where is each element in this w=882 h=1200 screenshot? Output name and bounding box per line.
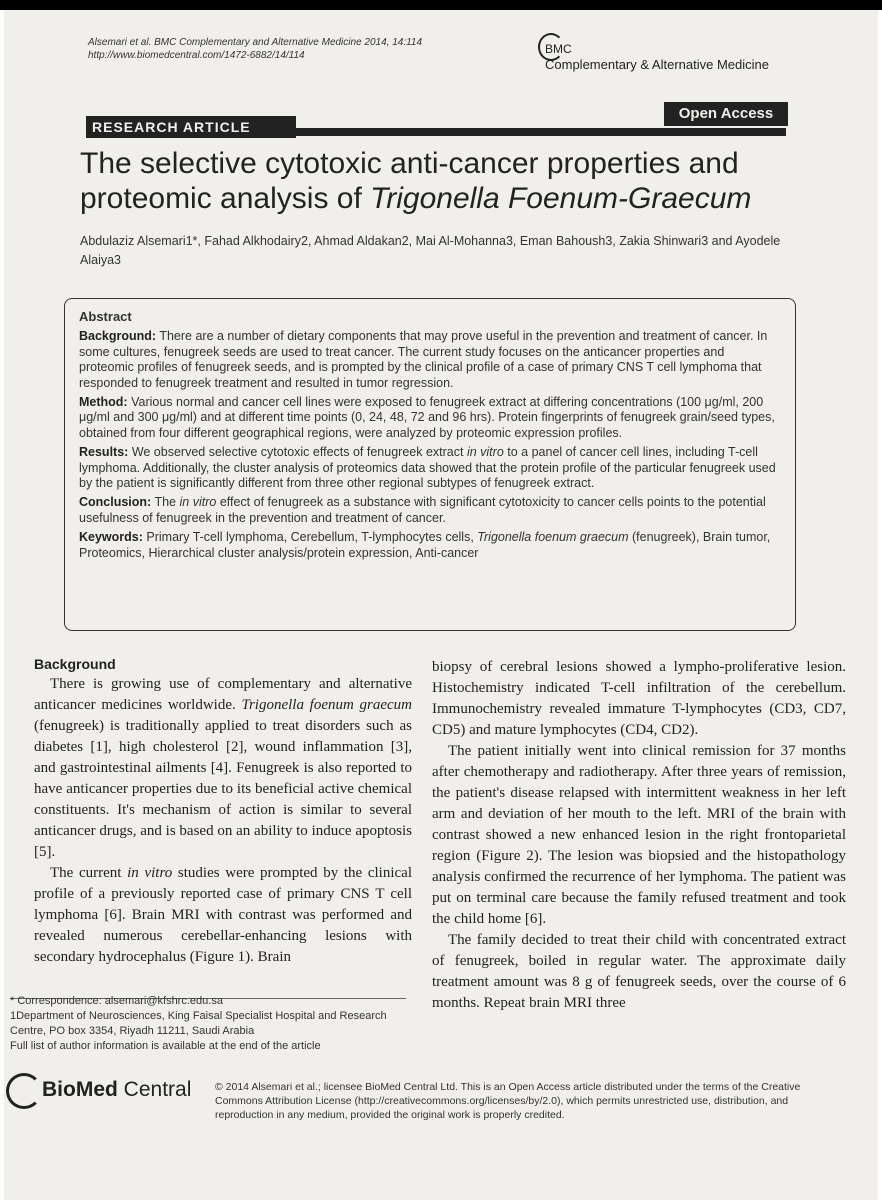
logo-bio: BioMed [42,1078,118,1101]
abstract-results [79,445,781,491]
conclusion-label: Conclusion: [79,495,152,510]
p1-species: Trigonella foenum graecum [241,697,413,713]
p2-text-a: The current [50,865,122,881]
keywords-species: Trigonella foenum graecum [477,530,629,545]
biomed-logo-icon [6,1073,42,1109]
body-paragraph-3: biopsy of cerebral lesions showed a lympho-proliferative lesion. Histochemistry indicated T-cell infiltration of the cerebellum. Immunochemistry revealed immature T-lymphocytes (CD3, CD7, CD5) and mature lymphocytes (CD4, CD2). [432,659,846,738]
article-title [80,146,800,216]
keywords-text-2: (fenugreek), Brain tumor, Proteomics, Hierarchical cluster analysis/protein expression, Anti-cancer [79,530,771,560]
p1-text-b: (fenugreek) is traditionally applied to treat disorders such as diabetes [1], high cholesterol [2], wound inflammation [3], and gastrointestinal ailments [4]. Fenugreek is also reported to have anticancer properties due to its beneficial active chemical constituents. It's mechanism of action is similar to several anticancer drugs, and is based on an ability to induce apoptosis [5]. [34,718,412,860]
right-edge [878,10,882,1200]
biomed-logo-text [42,1078,191,1102]
p2-invitro: in vitro [127,865,173,881]
author-info-note: Full list of author information is available at the end of the article [10,1040,321,1052]
affiliation: 1Department of Neurosciences, King Faisal Specialist Hospital and Research Centre, PO box 3354, Riyadh 11211, Saudi Arabia [10,1010,387,1037]
p1-text-a: There is growing use of complementary and alternative anticancer medicines worldwide. [34,676,412,713]
citation-header [88,36,422,62]
title-text: The selective cytotoxic anti-cancer properties and proteomic analysis of [80,147,739,215]
abstract-method [79,395,781,441]
license-text: © 2014 Alsemari et al.; licensee BioMed Central Ltd. This is an Open Access article distributed under the terms of the Creative Commons Attribution License (http://creativecommons.org/licenses/by/2.0), which permits unrestricted use, distribution, and reproduction in any medium, provided the original work is properly credited. [215,1081,801,1121]
citation-text: Alsemari et al. BMC Complementary and Alternative Medicine 2014, 14:114 [88,37,423,48]
abstract-keywords [79,530,781,561]
section-heading-background: Background [34,656,116,672]
body-paragraph-4: The patient initially went into clinical remission for 37 months after chemotherapy and radiotherapy. After three years of remission, the patient's disease relapsed with intermittent weakness in her left arm and deviation of her mouth to the left. MRI of the brain with contrast showed a new enhanced lesion in the right frontoparietal region (Figure 2). The lesion was biopsied and the histopathology analysis confirmed the recurrence of her lymphoma. The patient was put on terminal care because the family refused treatment and took the child home [6]. [432,743,846,927]
method-text: Various normal and cancer cell lines were exposed to fenugreek extract at differing concentrations (100 μg/ml, 200 μg/ml and 300 μg/ml) and at different time points (0, 24, 48, 72 and 96 hrs). Protein fingerprints of fenugreek grain/seed types, obtained from four different geographical regions, were analyzed by proteomic expression profiles. [79,395,775,440]
conclusion-text-2: effect of fenugreek as a substance with significant cytotoxicity to cancer cells points to the potential usefulness of fenugreek in the prevention and treatment of cancer. [79,495,766,525]
abstract-conclusion [79,495,781,526]
journal-brand [545,42,769,72]
logo-central: Central [123,1078,192,1101]
body-column-right [432,657,846,1014]
results-text-1: We observed selective cytotoxic effects of fenugreek extract [131,445,464,460]
conclusion-invitro: in vitro [179,495,217,510]
body-paragraph-2 [34,863,412,968]
results-label: Results: [79,445,129,460]
open-access-badge: Open Access [664,102,788,126]
method-label: Method: [79,395,128,410]
keywords-label: Keywords: [79,530,143,545]
background-text: There are a number of dietary components that may prove useful in the prevention and treatment of cancer. In some cultures, fenugreek seeds are used to treat cancer. The current study focuses on the anticancer properties and proteomic profiles of fenugreek seeds, and is prompted by the clinical profile of a case of primary CNS T cell lymphoma that responded to fenugreek treatment and resulted in tumor regression. [79,329,768,390]
abstract-box [64,298,796,631]
citation-url: http://www.biomedcentral.com/1472-6882/14/114 [88,50,305,61]
body-paragraph-1 [34,674,412,863]
results-invitro: in vitro [466,445,504,460]
results-text-2: to a panel of cancer cell lines, including T-cell lymphoma. Additionally, the cluster analysis of proteomics data showed that the protein profile of the particular fenugreek used by the patient is significantly different from three other regional subtypes of fenugreek extract. [79,445,776,491]
title-species: Trigonella Foenum-Graecum [370,182,752,215]
correspondence: * Correspondence: alsemari@kfshrc.edu.sa [10,995,223,1007]
body-paragraph-5: The family decided to treat their child with concentrated extract of fenugreek, boiled in regular water. The approximate daily treatment amount was 8 g of fenugreek seeds, over the course of 6 months. Repeat brain MRI three [432,932,846,1011]
abstract-background [79,329,781,391]
journal-name: Complementary & Alternative Medicine [545,57,769,72]
abstract-heading: Abstract [79,309,132,324]
author-list: Abdulaziz Alsemari1*, Fahad Alkhodairy2, Ahmad Aldakan2, Mai Al-Mohanna3, Eman Bahoush3, Zakia Shinwari3 and Ayodele Alaiya3 [80,234,781,267]
background-label: Background: [79,329,157,344]
article-type-label: RESEARCH ARTICLE [86,116,296,138]
conclusion-text-1: The [154,495,177,510]
keywords-text-1: Primary T-cell lymphoma, Cerebellum, T-lymphocytes cells, [146,530,474,545]
bmc-short: BMC [545,42,572,56]
top-black-border [0,0,882,10]
body-column-left [34,654,412,968]
p2-text-b: studies were prompted by the clinical profile of a previously reported case of primary CNS T cell lymphoma [6]. Brain MRI with contrast was performed and revealed numerous cerebellar-enhancing lesions with secondary hydrocephalus (Figure 1). Brain [34,865,413,965]
footnotes [10,994,410,1054]
